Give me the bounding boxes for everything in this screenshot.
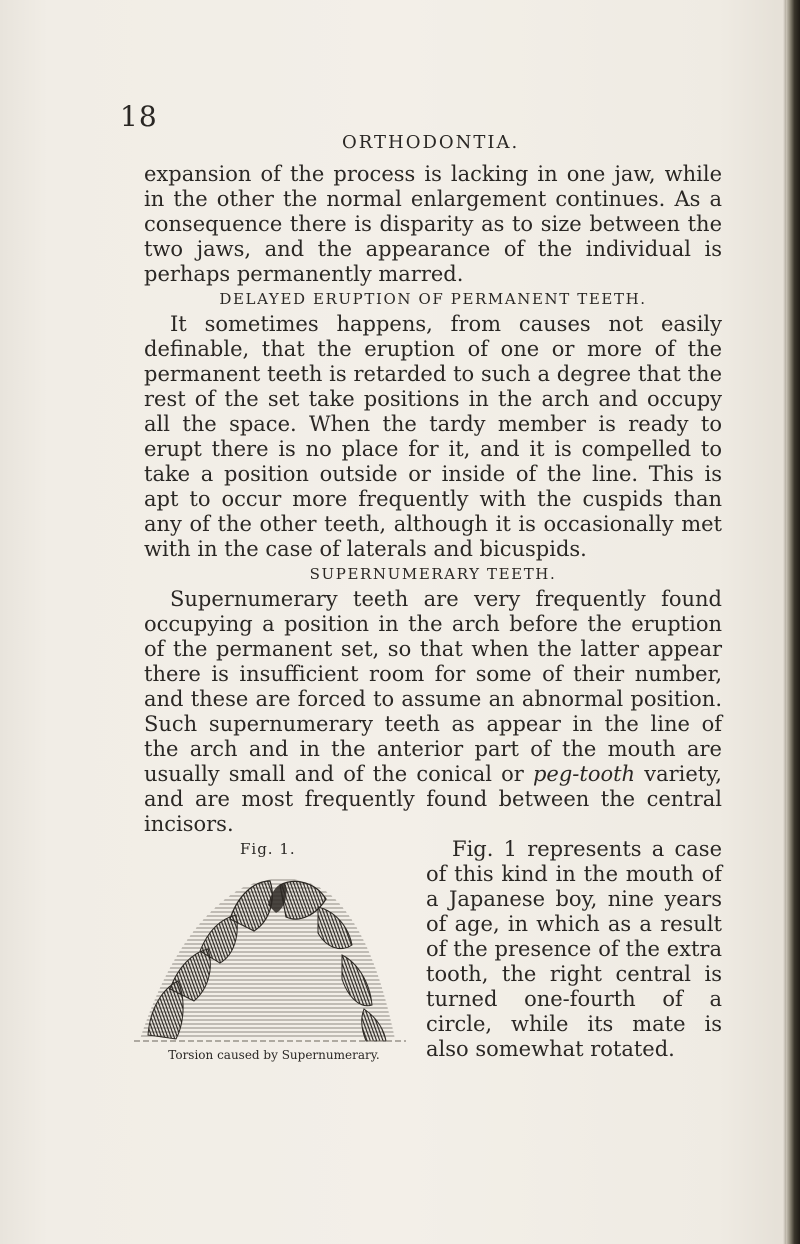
figure-caption: Torsion caused by Supernumerary. bbox=[168, 1048, 380, 1062]
paragraph-continued: expansion of the process is lacking in one jaw, while in the other the normal enlargement continues. As a consequence there is disparity as to size between the two jaws, and the appearance of the individual is perhaps permanently marred. bbox=[144, 162, 722, 286]
figure-label: Fig. 1. bbox=[240, 840, 296, 858]
header-title: ORTHODONTIA. bbox=[342, 132, 520, 153]
text-block bbox=[144, 162, 722, 1063]
paragraph-supernumerary-end: variety, and are most frequently found between the central incisors. bbox=[144, 762, 722, 836]
paragraph-figure-description: Fig. 1 represents a case of this kind in the mouth of a Japanese boy, nine years of age, in which as a result of the presence of the extra tooth, the right central is turned one-fourth of a circle, while its mate is also somewhat rotated. bbox=[426, 837, 722, 1061]
page-number: 18 bbox=[120, 100, 158, 133]
paragraph-delayed-eruption: It sometimes happens, from causes not easily definable, that the eruption of one or more of the permanent teeth is retarded to such a degree that the rest of the set take positions in the arch and occupy all the space. When the tardy member is ready to erupt there is no place for it, and it is compelled to take a position outside or inside of the line. This is apt to occur more frequently with the cuspids than any of the other teeth, although it is occasionally met with in the case of laterals and bicuspids. bbox=[144, 312, 722, 561]
book-binding bbox=[786, 0, 800, 1244]
paragraph-supernumerary-start: Supernumerary teeth are very frequently found occupying a position in the arch before the eruption of the permanent set, so that when the latter appear there is insufficient room for some of their number, and these are forced to assume an abnormal position. Such supernumerary teeth as appear in the line of the arch and in the anterior part of the mouth are usually small and of the conical or bbox=[144, 587, 722, 786]
emphasis-peg-tooth: peg-tooth bbox=[532, 762, 636, 786]
section-heading-delayed-eruption: DELAYED ERUPTION OF PERMANENT TEETH. bbox=[219, 290, 647, 308]
paragraph-supernumerary bbox=[144, 587, 722, 837]
teeth-engraving-image bbox=[120, 859, 420, 1043]
figure-1 bbox=[120, 837, 420, 1063]
section-heading-supernumerary: SUPERNUMERARY TEETH. bbox=[309, 565, 557, 583]
